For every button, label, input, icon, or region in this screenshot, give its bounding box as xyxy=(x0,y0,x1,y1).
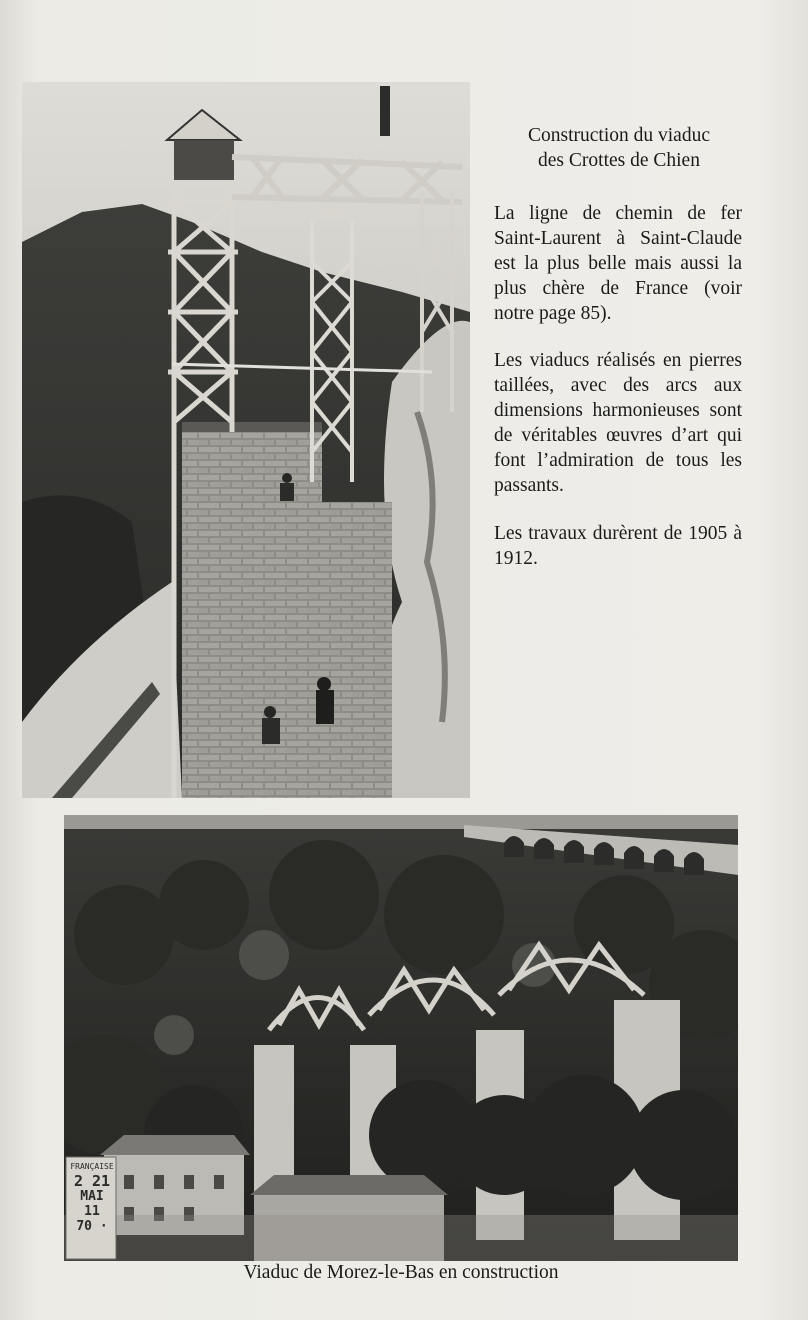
postmark-line-2: 2 21 xyxy=(73,1172,111,1190)
photo-viaduct-morez-le-bas xyxy=(64,815,738,1261)
top-photo-title-line-1: Construction du viaduc xyxy=(528,125,710,146)
postmark-line-4: 11 xyxy=(84,1204,100,1219)
paragraph-viaducts: Les viaducs réalisés en pierres taillées, avec des arcs aux dimensions harmonieuses sont de véritables œuvres d’art qui font l’admiration de tous les passants. xyxy=(494,350,742,496)
postmark-line-5: 70 · xyxy=(76,1219,108,1234)
paragraph-construction-dates: Les travaux durèrent de 1905 à 1912. xyxy=(494,523,742,569)
postmark-line-3: MAI xyxy=(80,1189,104,1204)
photo-viaduct-crottes-de-chien xyxy=(22,82,470,798)
bottom-photo-caption: Viaduc de Morez-le-Bas en construction xyxy=(243,1262,559,1283)
postmark-line-1: FRANÇAISE xyxy=(70,1162,114,1171)
photo-viaduct-crottes-de-chien-image xyxy=(22,82,470,798)
photo-viaduct-morez-le-bas-image xyxy=(64,815,738,1261)
top-photo-title-line-2: des Crottes de Chien xyxy=(538,150,700,171)
top-photo-title xyxy=(486,123,752,173)
postmark-stamp xyxy=(68,1159,116,1259)
paragraph-railway-line: La ligne de chemin de fer Saint-Laurent à Saint-Claude est la plus belle mais aussi la plus chère de France (voir notre page 85). xyxy=(494,203,742,324)
